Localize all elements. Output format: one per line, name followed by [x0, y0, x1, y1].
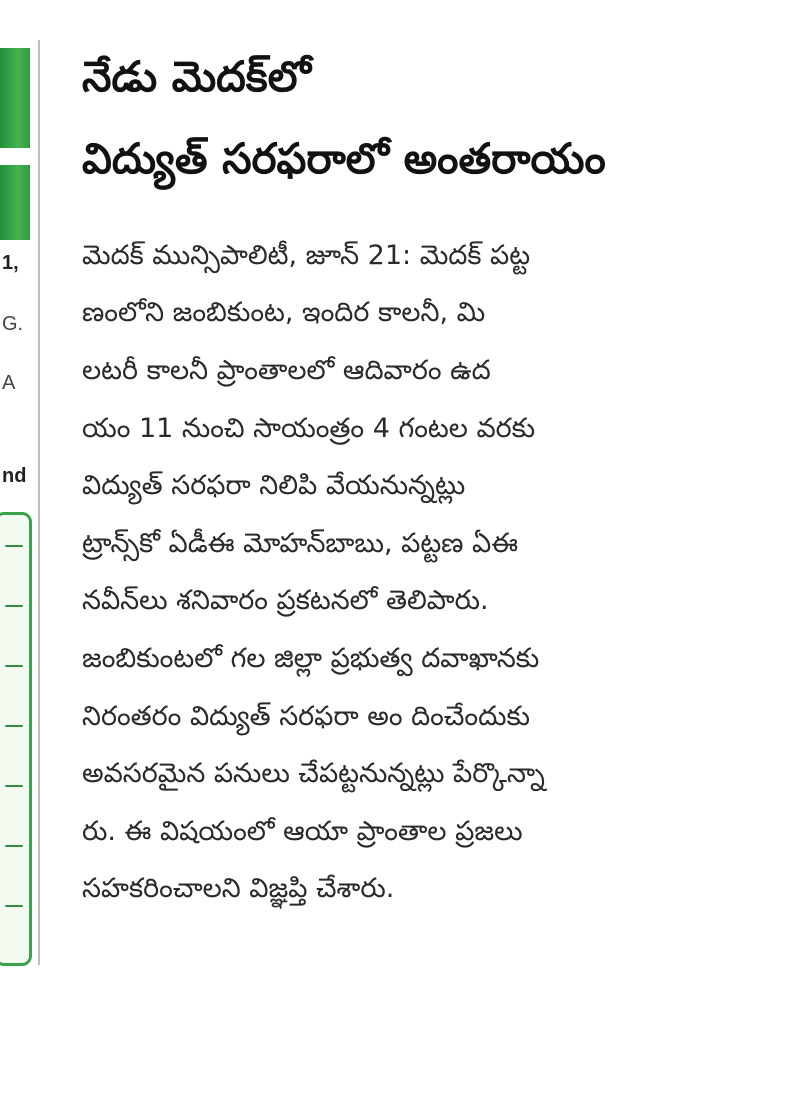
- green-banner-top: [0, 48, 30, 148]
- advert-text-mark: [5, 845, 23, 847]
- body-line: జంబికుంటలో గల జిల్లా ప్రభుత్వ దవాఖానకు: [82, 642, 540, 674]
- advert-text-mark: [5, 665, 23, 667]
- article-body: [82, 227, 772, 918]
- body-line: ట్రాన్స్‌కో ఏడీఈ మోహన్‌బాబు, పట్టణ ఏఈ: [82, 527, 519, 559]
- column-fragment: A: [2, 372, 16, 394]
- green-banner-bottom: [0, 165, 30, 240]
- headline-line-1: నేడు మెదక్‌లో: [82, 52, 311, 101]
- advert-text-mark: [5, 905, 23, 907]
- body-line: రు. ఈ విషయంలో ఆయా ప్రాంతాల ప్రజలు: [82, 815, 523, 847]
- body-line: విద్యుత్ సరఫరా నిలిపి వేయనున్నట్లు: [82, 470, 466, 502]
- column-fragment: nd: [2, 465, 27, 487]
- column-fragment: G.: [2, 313, 24, 335]
- body-line: లటరీ కాలనీ ప్రాంతాలలో ఆదివారం ఉద: [82, 354, 491, 386]
- advert-text-mark: [5, 785, 23, 787]
- news-article: [82, 52, 782, 918]
- body-line: మెదక్ మున్సిపాలిటీ, జూన్ 21: మెదక్ పట్ట: [82, 239, 531, 271]
- body-line: ణంలోని జంబికుంట, ఇందిర కాలనీ, మి: [82, 297, 486, 329]
- advert-text-mark: [5, 605, 23, 607]
- advert-text-mark: [5, 725, 23, 727]
- body-line: యం 11 నుంచి సాయంత్రం 4 గంటల వరకు: [82, 412, 536, 444]
- adjacent-column-strip: [0, 40, 40, 965]
- body-line: సహకరించాలని విజ్ఞప్తి చేశారు.: [82, 873, 395, 905]
- green-advert-box: [0, 512, 32, 966]
- body-line: నిరంతరం విద్యుత్ సరఫరా అం దించేందుకు: [82, 700, 530, 732]
- body-line: అవసరమైన పనులు చేపట్టనున్నట్లు పేర్కొన్నా: [82, 758, 545, 790]
- body-line: నవీన్‌లు శనివారం ప్రకటనలో తెలిపారు.: [82, 585, 489, 617]
- headline-line-2: విద్యుత్ సరఫరాలో అంతరాయం: [82, 134, 606, 184]
- column-fragment: 1,: [2, 252, 19, 274]
- advert-text-mark: [5, 545, 23, 547]
